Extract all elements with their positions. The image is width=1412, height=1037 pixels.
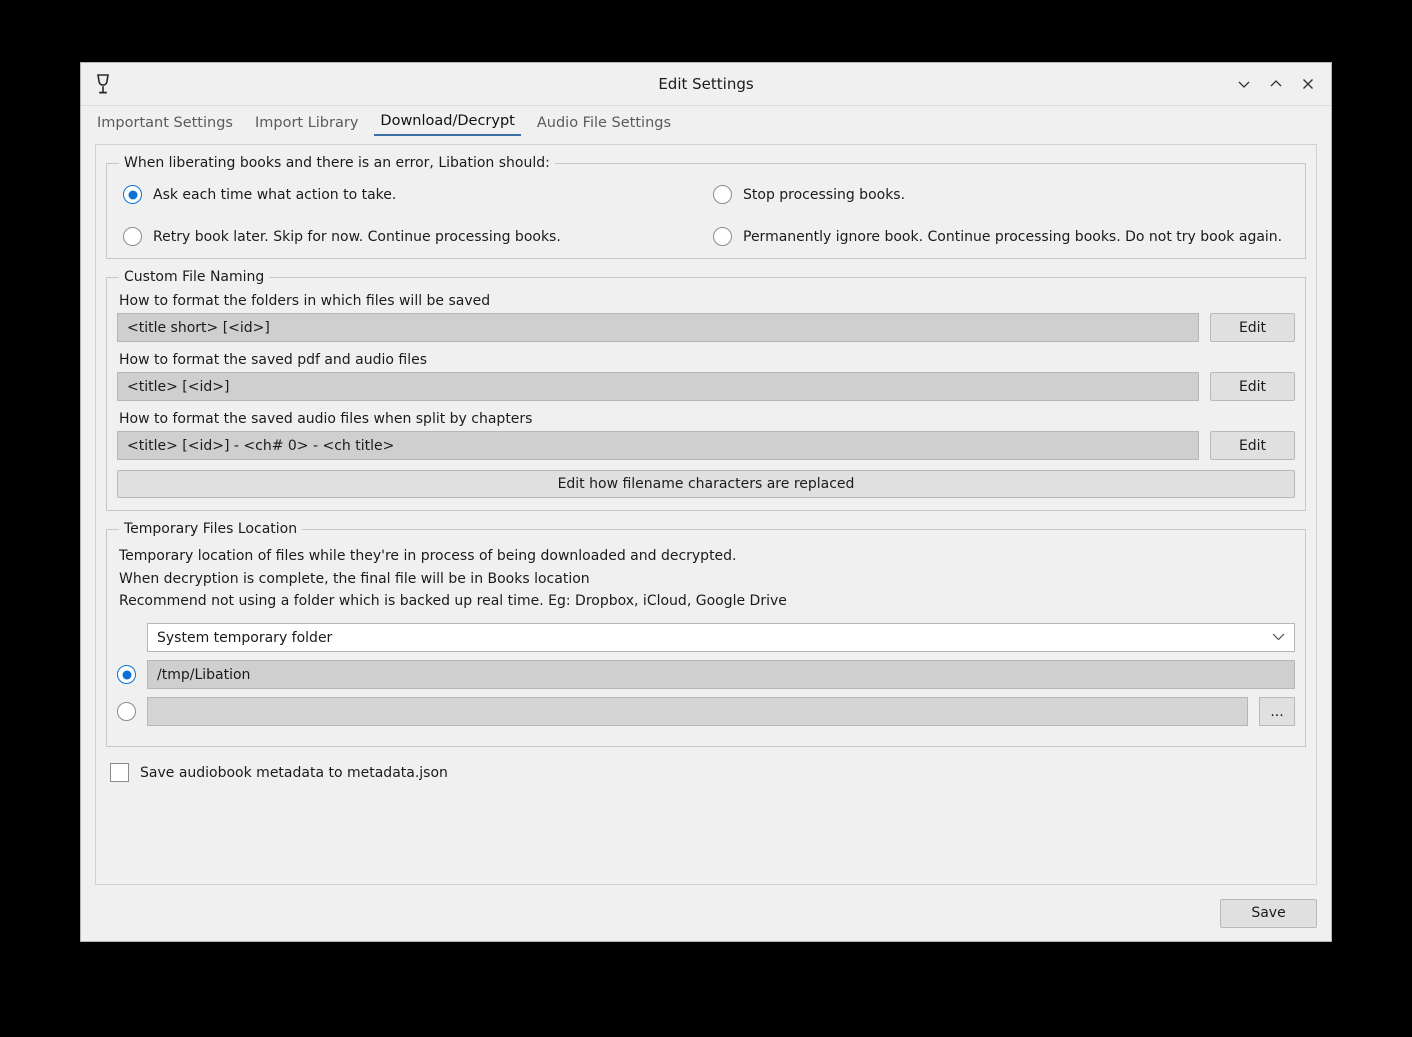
temp-desc-line-1: Temporary location of files while they're in process of being downloaded and decrypted.	[119, 548, 737, 564]
temp-custom-input[interactable]	[147, 697, 1248, 726]
chapter-format-row	[117, 431, 1295, 460]
tab-content	[81, 136, 1331, 885]
temp-folder-select-value: System temporary folder	[157, 629, 333, 646]
file-format-input[interactable]: <title> [<id>]	[117, 372, 1199, 401]
temporary-files-legend: Temporary Files Location	[124, 521, 298, 537]
save-metadata-checkbox[interactable]	[110, 763, 129, 782]
download-decrypt-panel	[95, 144, 1317, 885]
error-handling-group	[106, 155, 1306, 259]
temporary-files-description	[119, 545, 1295, 613]
radio-temp-custom-indicator[interactable]	[117, 702, 136, 721]
edit-settings-window	[80, 62, 1332, 942]
radio-stop-processing[interactable]	[713, 185, 1295, 204]
temp-path-input[interactable]: /tmp/Libation	[147, 660, 1295, 689]
chapter-format-input[interactable]: <title> [<id>] - <ch# 0> - <ch title>	[117, 431, 1199, 460]
browse-folder-button[interactable]: ...	[1259, 697, 1295, 726]
tab-download-decrypt[interactable]: Download/Decrypt	[374, 113, 520, 136]
chapter-format-label: How to format the saved audio files when split by chapters	[119, 411, 533, 427]
temporary-files-group	[106, 521, 1306, 747]
close-icon[interactable]	[1293, 70, 1323, 98]
temp-desc-line-2: When decryption is complete, the final file will be in Books location	[119, 570, 590, 587]
radio-stop-processing-indicator[interactable]	[713, 185, 732, 204]
radio-ask-each-time-label: Ask each time what action to take.	[153, 186, 397, 203]
radio-permanently-ignore-indicator[interactable]	[713, 227, 732, 246]
error-options-grid	[117, 177, 1295, 246]
radio-ask-each-time-indicator[interactable]	[123, 185, 142, 204]
window-title: Edit Settings	[658, 75, 754, 93]
save-metadata-label: Save audiobook metadata to metadata.json	[140, 764, 448, 781]
radio-retry-later[interactable]	[123, 227, 713, 246]
file-format-edit-button[interactable]: Edit	[1210, 372, 1295, 401]
minimize-icon[interactable]	[1229, 70, 1259, 98]
temp-desc-line-3: Recommend not using a folder which is backed up real time. Eg: Dropbox, iCloud, Google Drive	[119, 593, 787, 610]
maximize-icon[interactable]	[1261, 70, 1291, 98]
save-button[interactable]: Save	[1220, 899, 1317, 928]
temp-custom-row	[117, 697, 1295, 726]
folder-format-label: How to format the folders in which files will be saved	[119, 293, 491, 309]
radio-permanently-ignore[interactable]	[713, 227, 1295, 246]
settings-tabs	[81, 106, 1331, 136]
radio-ask-each-time[interactable]	[123, 185, 713, 204]
tab-import-library[interactable]: Import Library	[254, 115, 359, 131]
window-controls	[1229, 70, 1331, 98]
chevron-down-icon	[1272, 631, 1285, 644]
window-footer	[81, 885, 1331, 941]
file-format-label: How to format the saved pdf and audio files	[119, 352, 427, 368]
radio-temp-path-indicator[interactable]	[117, 665, 136, 684]
folder-format-edit-button[interactable]: Edit	[1210, 313, 1295, 342]
custom-file-naming-group	[106, 269, 1306, 511]
folder-format-row	[117, 313, 1295, 342]
tab-important-settings[interactable]: Important Settings	[97, 115, 233, 131]
temp-folder-select[interactable]	[147, 623, 1295, 652]
wine-glass-icon	[91, 72, 115, 96]
chapter-format-edit-button[interactable]: Edit	[1210, 431, 1295, 460]
radio-retry-later-indicator[interactable]	[123, 227, 142, 246]
tab-audio-file-settings[interactable]: Audio File Settings	[536, 115, 672, 131]
radio-permanently-ignore-label: Permanently ignore book. Continue processing books. Do not try book again.	[743, 228, 1283, 245]
title-bar	[81, 63, 1331, 106]
custom-file-naming-legend: Custom File Naming	[124, 269, 265, 285]
folder-format-input[interactable]: <title short> [<id>]	[117, 313, 1199, 342]
error-handling-legend: When liberating books and there is an error, Libation should:	[124, 155, 550, 171]
radio-retry-later-label: Retry book later. Skip for now. Continue processing books.	[153, 228, 561, 245]
radio-stop-processing-label: Stop processing books.	[743, 186, 906, 203]
temp-folder-dropdown-row	[117, 623, 1295, 652]
save-metadata-checkbox-row[interactable]	[110, 763, 1316, 782]
file-format-row	[117, 372, 1295, 401]
edit-filename-characters-button[interactable]: Edit how filename characters are replaced	[117, 470, 1295, 498]
temp-path-row	[117, 660, 1295, 689]
